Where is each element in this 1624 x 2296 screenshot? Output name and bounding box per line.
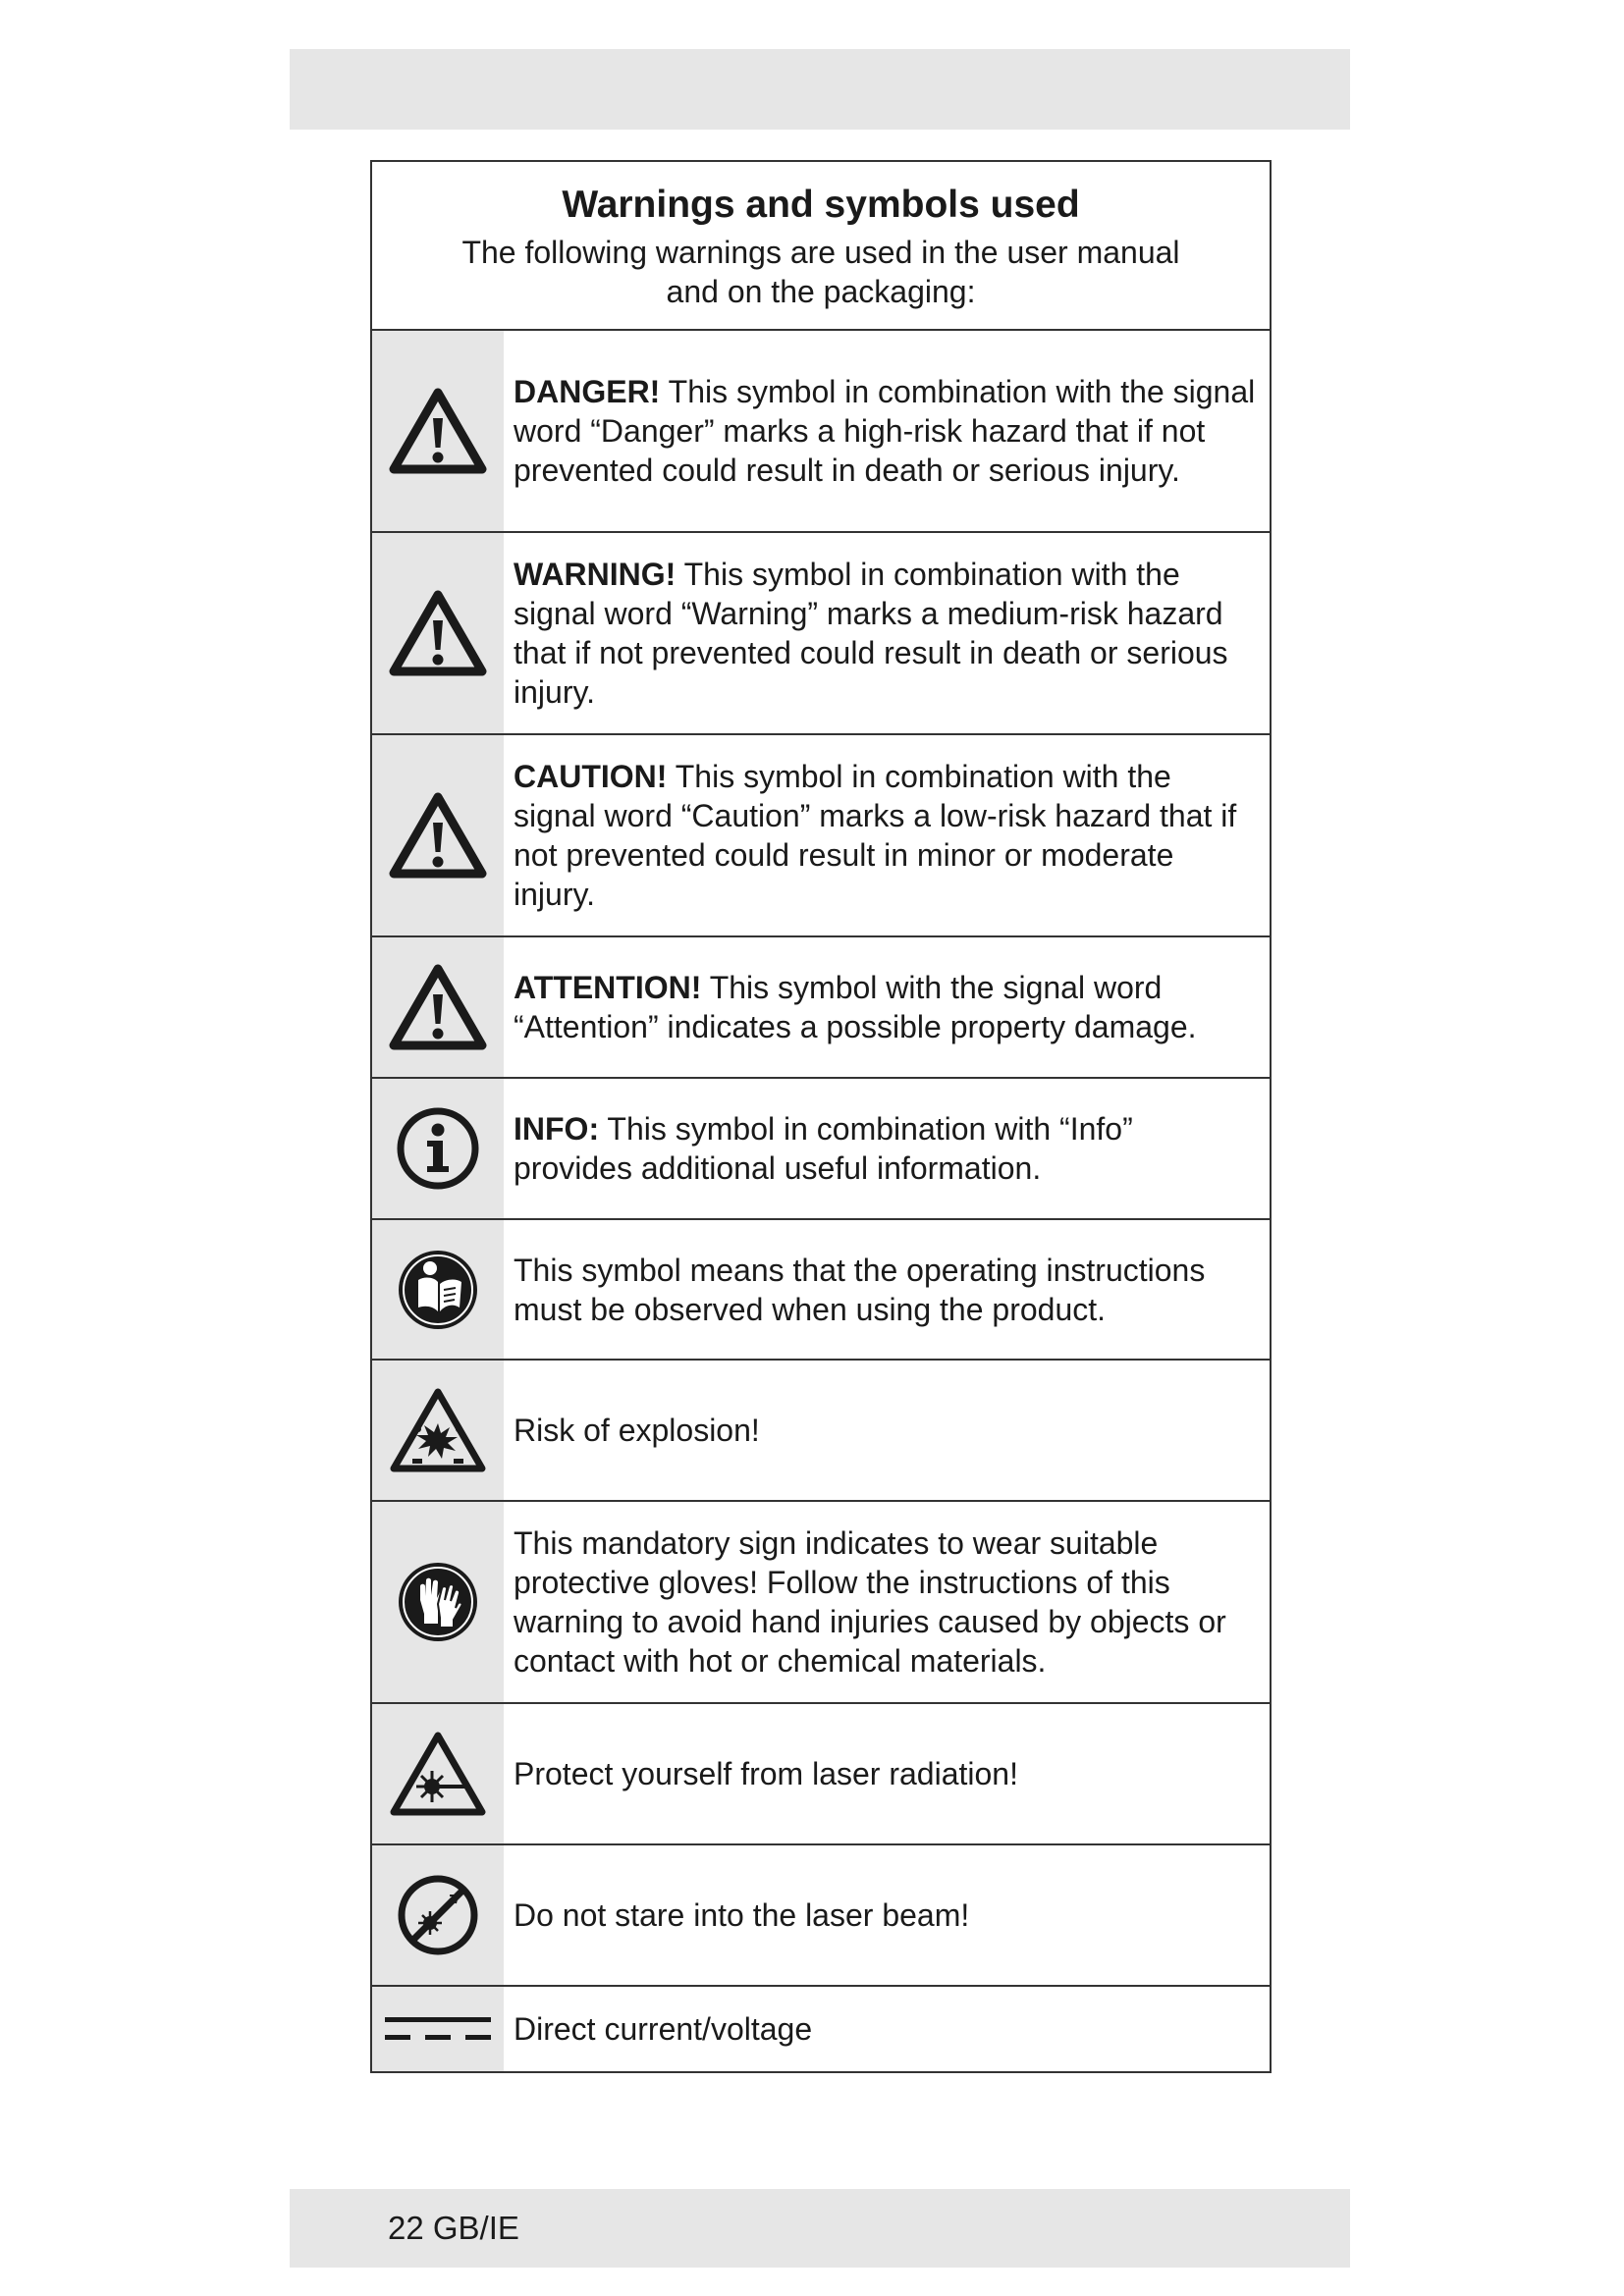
info-icon xyxy=(395,1105,481,1192)
row-text xyxy=(514,555,1260,712)
row-text: Do not stare into the laser beam! xyxy=(514,1897,970,1933)
row-description: This symbol in combination with the signal word “Danger” marks a high-risk hazard that if not prevented could result in death or serious injury. xyxy=(514,374,1256,488)
signal-word: CAUTION! xyxy=(514,759,668,794)
warning-triangle-icon xyxy=(389,589,487,677)
protective-gloves-icon xyxy=(395,1559,481,1645)
row-description: This symbol in combination with the signal word “Caution” marks a low-risk hazard that if not prevented could result in minor or moderate injury. xyxy=(514,759,1237,912)
signal-word: INFO: xyxy=(514,1111,600,1147)
warning-triangle-icon xyxy=(389,791,487,880)
table-row xyxy=(372,937,1270,1079)
direct-current-icon xyxy=(383,2009,493,2049)
row-text: Protect yourself from laser radiation! xyxy=(514,1756,1018,1791)
table-row xyxy=(372,1079,1270,1220)
table-row xyxy=(372,735,1270,937)
warnings-table xyxy=(370,160,1272,2073)
no-stare-laser-icon xyxy=(395,1872,481,1958)
read-manual-icon xyxy=(395,1247,481,1333)
row-text xyxy=(514,968,1260,1046)
explosion-hazard-icon xyxy=(389,1386,487,1474)
top-band xyxy=(290,49,1350,130)
row-text: Direct current/voltage xyxy=(514,2011,813,2047)
footer-band xyxy=(290,2189,1350,2268)
row-description: This symbol in combination with the signal word “Warning” marks a medium-risk hazard that if not prevented could result in death or serious injury. xyxy=(514,557,1228,710)
page-title: Warnings and symbols used xyxy=(562,184,1080,226)
row-text: This symbol means that the operating instructions must be observed when using the product. xyxy=(514,1252,1206,1327)
table-row xyxy=(372,533,1270,735)
table-row xyxy=(372,1704,1270,1845)
table-row xyxy=(372,1220,1270,1361)
signal-word: ATTENTION! xyxy=(514,970,702,1005)
row-description: This symbol with the signal word “Attention” indicates a possible property damage. xyxy=(514,970,1197,1044)
row-text xyxy=(514,1109,1260,1188)
table-header xyxy=(372,162,1270,331)
row-description: This symbol in combination with “Info” provides additional useful information. xyxy=(514,1111,1133,1186)
row-text xyxy=(514,757,1260,914)
table-row xyxy=(372,1502,1270,1704)
table-row xyxy=(372,1361,1270,1502)
laser-radiation-icon xyxy=(389,1730,487,1818)
warning-triangle-icon xyxy=(389,963,487,1051)
signal-word: WARNING! xyxy=(514,557,677,592)
row-text: This mandatory sign indicates to wear suitable protective gloves! Follow the instructions of this warning to avoid hand injuries caused by objects or contact with hot or chemical materials. xyxy=(514,1525,1226,1679)
row-text: Risk of explosion! xyxy=(514,1413,760,1448)
table-row xyxy=(372,1987,1270,2071)
page-number: 22 GB/IE xyxy=(388,2210,519,2246)
signal-word: DANGER! xyxy=(514,374,661,409)
row-text xyxy=(514,372,1260,490)
table-row xyxy=(372,1845,1270,1987)
table-row xyxy=(372,331,1270,533)
page-subtitle: The following warnings are used in the user manual and on the packaging: xyxy=(461,235,1180,309)
warning-triangle-icon xyxy=(389,387,487,475)
